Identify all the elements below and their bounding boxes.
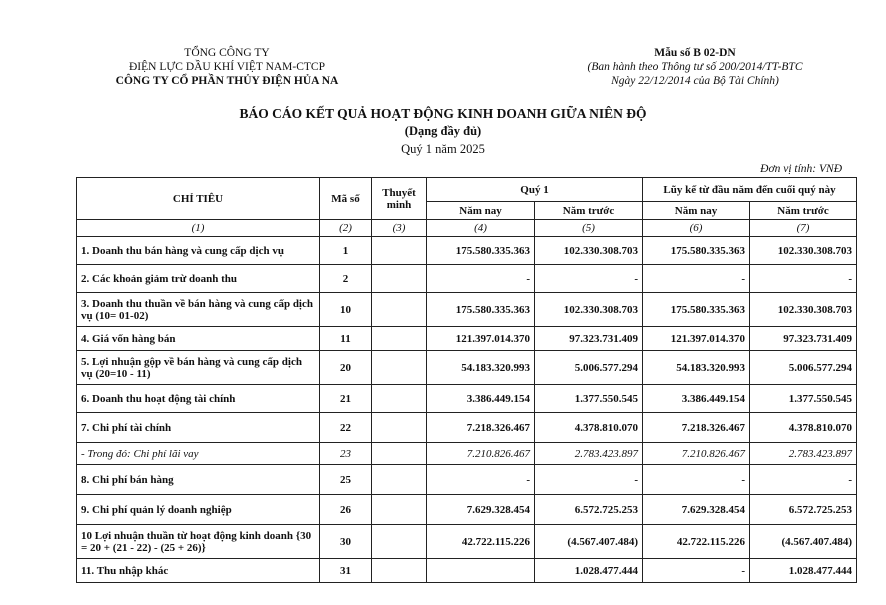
q-previous-value: 97.323.731.409	[535, 327, 643, 351]
row-label: 7. Chi phí tài chính	[77, 413, 320, 443]
income-statement-table	[76, 177, 857, 583]
ytd-previous-value: -	[750, 265, 857, 293]
row-code: 22	[320, 413, 372, 443]
ytd-previous-value: 4.378.810.070	[750, 413, 857, 443]
ytd-previous-value: 1.377.550.545	[750, 385, 857, 413]
q-current-value: 7.210.826.467	[427, 443, 535, 465]
table-row	[77, 495, 857, 525]
ytd-previous-value: (4.567.407.484)	[750, 525, 857, 559]
table-row	[77, 385, 857, 413]
ytd-current-value: -	[643, 265, 750, 293]
ytd-previous-value: 6.572.725.253	[750, 495, 857, 525]
row-note	[372, 413, 427, 443]
q-previous-value: -	[535, 465, 643, 495]
ytd-previous-value: 1.028.477.444	[750, 559, 857, 583]
row-label: 2. Các khoản giảm trừ doanh thu	[77, 265, 320, 293]
table-row	[77, 293, 857, 327]
q-previous-value: 5.006.577.294	[535, 351, 643, 385]
row-code: 23	[320, 443, 372, 465]
header-q-previous-year: Năm trước	[535, 202, 643, 220]
row-label: 10 Lợi nhuận thuần từ hoạt động kinh doanh {30 = 20 + (21 - 22) - (25 + 26)}	[77, 525, 320, 559]
ytd-previous-value: -	[750, 465, 857, 495]
ytd-previous-value: 102.330.308.703	[750, 237, 857, 265]
header-ma-so: Mã số	[320, 178, 372, 220]
row-label: 8. Chi phí bán hàng	[77, 465, 320, 495]
ytd-current-value: 175.580.335.363	[643, 237, 750, 265]
row-label: 6. Doanh thu hoạt động tài chính	[77, 385, 320, 413]
q-previous-value: 2.783.423.897	[535, 443, 643, 465]
q-previous-value: 102.330.308.703	[535, 237, 643, 265]
header-thuyet-minh: Thuyết minh	[372, 178, 427, 220]
row-note	[372, 465, 427, 495]
table-row	[77, 465, 857, 495]
row-note	[372, 443, 427, 465]
row-note	[372, 351, 427, 385]
q-current-value: 175.580.335.363	[427, 237, 535, 265]
row-note	[372, 293, 427, 327]
currency-unit: Đơn vị tính: VNĐ	[760, 163, 842, 175]
ytd-current-value: 42.722.115.226	[643, 525, 750, 559]
q-current-value: 7.218.326.467	[427, 413, 535, 443]
form-header	[560, 46, 830, 88]
row-code: 26	[320, 495, 372, 525]
row-note	[372, 385, 427, 413]
ytd-previous-value: 97.323.731.409	[750, 327, 857, 351]
ytd-current-value: -	[643, 465, 750, 495]
form-number: Mẫu số B 02-DN	[654, 47, 736, 59]
row-note	[372, 327, 427, 351]
row-note	[372, 237, 427, 265]
q-current-value: -	[427, 265, 535, 293]
q-previous-value: 1.028.477.444	[535, 559, 643, 583]
ytd-current-value: 54.183.320.993	[643, 351, 750, 385]
ytd-current-value: -	[643, 559, 750, 583]
row-label: - Trong đó: Chi phí lãi vay	[77, 443, 320, 465]
parent-company-line1: TỔNG CÔNG TY	[184, 47, 270, 59]
q-current-value: 121.397.014.370	[427, 327, 535, 351]
header-chi-tieu: CHỈ TIÊU	[77, 178, 320, 220]
q-previous-value: -	[535, 265, 643, 293]
row-label: 9. Chi phí quản lý doanh nghiệp	[77, 495, 320, 525]
form-note-1: (Ban hành theo Thông tư số 200/2014/TT-BTC	[587, 61, 803, 73]
row-code: 21	[320, 385, 372, 413]
row-label: 1. Doanh thu bán hàng và cung cấp dịch vụ	[77, 237, 320, 265]
q-current-value	[427, 559, 535, 583]
company-header	[82, 46, 372, 88]
q-current-value: 42.722.115.226	[427, 525, 535, 559]
table-row	[77, 265, 857, 293]
ytd-current-value: 7.218.326.467	[643, 413, 750, 443]
table-row	[77, 351, 857, 385]
ytd-current-value: 3.386.449.154	[643, 385, 750, 413]
ytd-previous-value: 2.783.423.897	[750, 443, 857, 465]
colnum-cell: (1)	[77, 220, 320, 237]
ytd-current-value: 121.397.014.370	[643, 327, 750, 351]
row-label: 4. Giá vốn hàng bán	[77, 327, 320, 351]
q-previous-value: 1.377.550.545	[535, 385, 643, 413]
header-ytd-previous-year: Năm trước	[750, 202, 857, 220]
colnum-cell: (2)	[320, 220, 372, 237]
q-previous-value: 102.330.308.703	[535, 293, 643, 327]
q-current-value: 175.580.335.363	[427, 293, 535, 327]
row-code: 20	[320, 351, 372, 385]
q-current-value: -	[427, 465, 535, 495]
row-code: 25	[320, 465, 372, 495]
table-row	[77, 559, 857, 583]
q-current-value: 3.386.449.154	[427, 385, 535, 413]
colnum-cell: (3)	[372, 220, 427, 237]
header-q-current-year: Năm nay	[427, 202, 535, 220]
q-previous-value: 4.378.810.070	[535, 413, 643, 443]
q-current-value: 54.183.320.993	[427, 351, 535, 385]
report-title: BÁO CÁO KẾT QUẢ HOẠT ĐỘNG KINH DOANH GIỮA NIÊN ĐỘ	[239, 106, 647, 121]
colnum-cell: (7)	[750, 220, 857, 237]
ytd-current-value: 175.580.335.363	[643, 293, 750, 327]
row-note	[372, 559, 427, 583]
q-current-value: 7.629.328.454	[427, 495, 535, 525]
table-row	[77, 413, 857, 443]
row-label: 3. Doanh thu thuần về bán hàng và cung cấp dịch vụ (10= 01-02)	[77, 293, 320, 327]
row-code: 30	[320, 525, 372, 559]
table-row	[77, 237, 857, 265]
header-quarter: Quý 1	[427, 178, 643, 202]
parent-company-line2: ĐIỆN LỰC DẦU KHÍ VIỆT NAM-CTCP	[128, 61, 325, 73]
colnum-cell: (4)	[427, 220, 535, 237]
header-ytd-current-year: Năm nay	[643, 202, 750, 220]
company-name: CÔNG TY CỔ PHẦN THỦY ĐIỆN HỦA NA	[115, 75, 339, 87]
row-note	[372, 265, 427, 293]
row-code: 2	[320, 265, 372, 293]
ytd-current-value: 7.210.826.467	[643, 443, 750, 465]
row-code: 11	[320, 327, 372, 351]
form-note-2: Ngày 22/12/2014 của Bộ Tài Chính)	[611, 75, 779, 87]
row-code: 1	[320, 237, 372, 265]
colnum-cell: (5)	[535, 220, 643, 237]
row-label: 5. Lợi nhuận gộp về bán hàng và cung cấp dịch vụ (20=10 - 11)	[77, 351, 320, 385]
report-subtitle: (Dạng đầy đủ)	[404, 124, 482, 138]
row-code: 10	[320, 293, 372, 327]
q-previous-value: 6.572.725.253	[535, 495, 643, 525]
ytd-previous-value: 102.330.308.703	[750, 293, 857, 327]
row-note	[372, 495, 427, 525]
header-ytd: Lũy kế từ đầu năm đến cuối quý này	[643, 178, 857, 202]
ytd-current-value: 7.629.328.454	[643, 495, 750, 525]
row-code: 31	[320, 559, 372, 583]
report-period: Quý 1 năm 2025	[401, 142, 485, 156]
column-number-row	[77, 220, 857, 237]
table-row	[77, 525, 857, 559]
table-row	[77, 327, 857, 351]
q-previous-value: (4.567.407.484)	[535, 525, 643, 559]
row-note	[372, 525, 427, 559]
ytd-previous-value: 5.006.577.294	[750, 351, 857, 385]
table-row	[77, 443, 857, 465]
row-label: 11. Thu nhập khác	[77, 559, 320, 583]
colnum-cell: (6)	[643, 220, 750, 237]
